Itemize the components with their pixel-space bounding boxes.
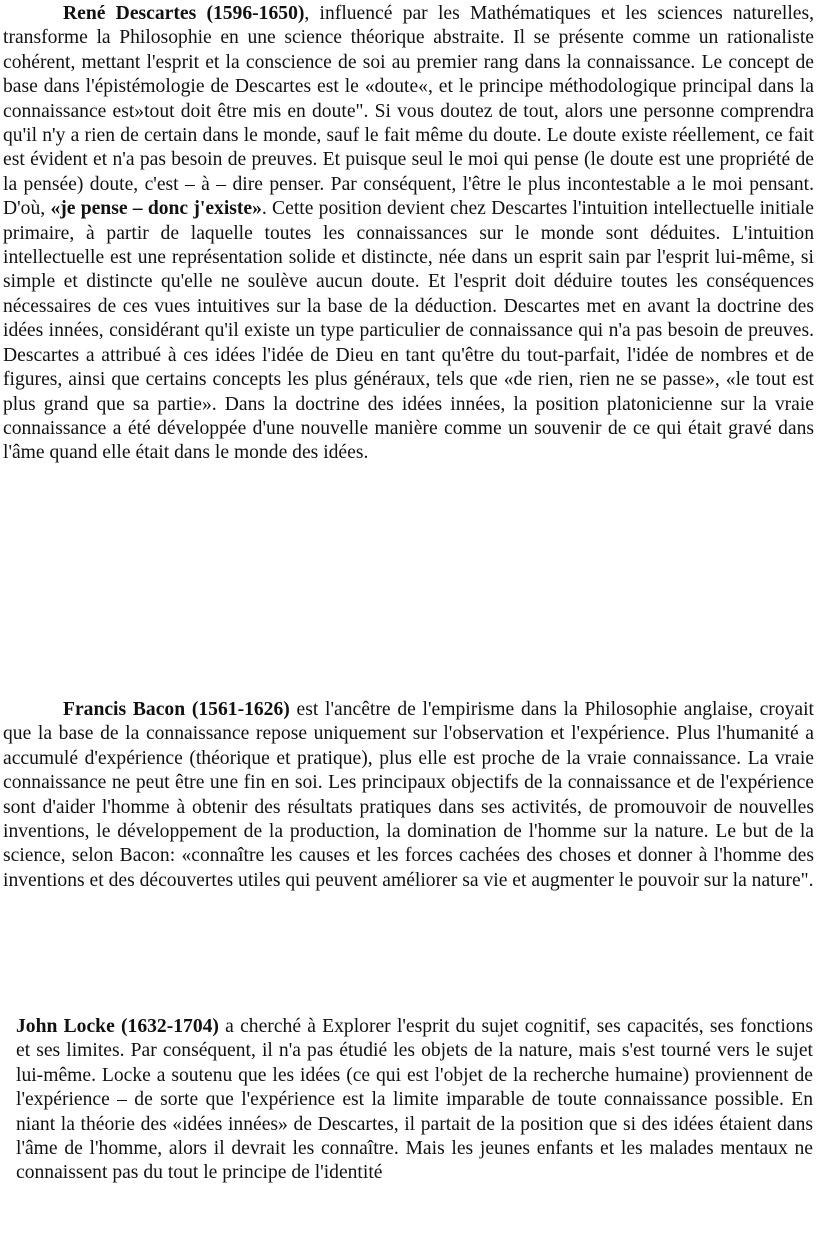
paragraph-bacon-text: est l'ancêtre de l'empirisme dans la Philosophie anglaise, croyait que la base de la connaissance repose uniquement sur l'observation et l'expérience. Plus l'humanité a accumulé d'expérience (théorique et pratique), plus elle est proche de la vraie connaissance. La vraie connaissance ne peut être une fin en soi. Les principaux objectifs de la connaissance et de l'expérience sont d'aider l'homme à obtenir des résultats pratiques dans ses activités, de promouvoir de nouvelles inventions, le développement de la production, la domination de l'homme sur la nature. Le but de la science, selon Bacon: «connaître les causes et les forces cachées des choses et donner à l'homme des inventions et des découvertes utiles qui peuvent améliorer sa vie et augmenter le pouvoir sur la nature". bbox=[3, 699, 814, 891]
philosopher-name-bacon: Francis Bacon (1561-1626) bbox=[63, 699, 290, 720]
philosopher-name-descartes: René Descartes (1596-1650) bbox=[63, 3, 305, 24]
paragraph-descartes bbox=[3, 2, 814, 466]
paragraph-locke bbox=[16, 1015, 813, 1186]
paragraph-descartes-text-2: . Cette position devient chez Descartes l'intuition intellectuelle initiale primaire, à partir de laquelle toutes les connaissances sur le monde sont déduites. L'intuition intellectuelle est une représentation solide et distincte, née dans un esprit sain par l'esprit lui-même, si simple et distincte qu'elle ne soulève aucun doute. Et l'esprit doit déduire toutes les conséquences nécessaires de ces vues intuitives sur la base de la déduction. Descartes met en avant la doctrine des idées innées, considérant qu'il existe un type particulier de connaissance qui n'a pas besoin de preuves. Descartes a attribué à ces idées l'idée de Dieu en tant qu'être du tout-parfait, l'idée de nombres et de figures, ainsi que certains concepts les plus généraux, tels que «de rien, rien ne se passe», «le tout est plus grand que sa partie». Dans la doctrine des idées innées, la position platonicienne sur la vraie connaissance a été développée d'une nouvelle manière comme un souvenir de ce qui était gravé dans l'âme quand elle était dans le monde des idées. bbox=[3, 198, 814, 464]
paragraph-descartes-text-1: , influencé par les Mathématiques et les sciences naturelles, transforme la Philosophie en une science théorique abstraite. Il se présente comme un rationaliste cohérent, mettant l'esprit et la conscience de soi au premier rang dans la connaissance. Le concept de base dans l'épistémologie de Descartes est le «doute«, et le principe méthodologique principal dans la connaissance est»tout doit être mis en doute". Si vous doutez de tout, alors une personne comprendra qu'il n'y a rien de certain dans le monde, sauf le fait même du doute. Le doute existe réellement, ce fait est évident et n'a pas besoin de preuves. Et puisque seul le moi qui pense (le doute est une propriété de la pensée) doute, c'est – à – dire penser. Par conséquent, l'être le plus incontestable a le moi pensant. D'où, bbox=[3, 3, 814, 220]
paragraph-locke-text: a cherché à Explorer l'esprit du sujet cognitif, ses capacités, ses fonctions et ses limites. Par conséquent, il n'a pas étudié les objets de la nature, mais s'est tourné vers le sujet lui-même. Locke a soutenu que les idées (ce qui est l'objet de la recherche humaine) proviennent de l'expérience – de sorte que l'expérience est la limite imparable de toute connaissance possible. En niant la théorie des «idées innées» de Descartes, il partait de la position que si des idées étaient dans l'âme de l'homme, alors il devrait les connaître. Mais les jeunes enfants et les malades mentaux ne connaissent pas du tout le principe de l'identité bbox=[16, 1016, 813, 1184]
cogito-quote: «je pense – donc j'existe» bbox=[50, 198, 262, 220]
paragraph-bacon bbox=[3, 698, 814, 893]
philosopher-name-locke: John Locke (1632-1704) bbox=[16, 1016, 219, 1037]
